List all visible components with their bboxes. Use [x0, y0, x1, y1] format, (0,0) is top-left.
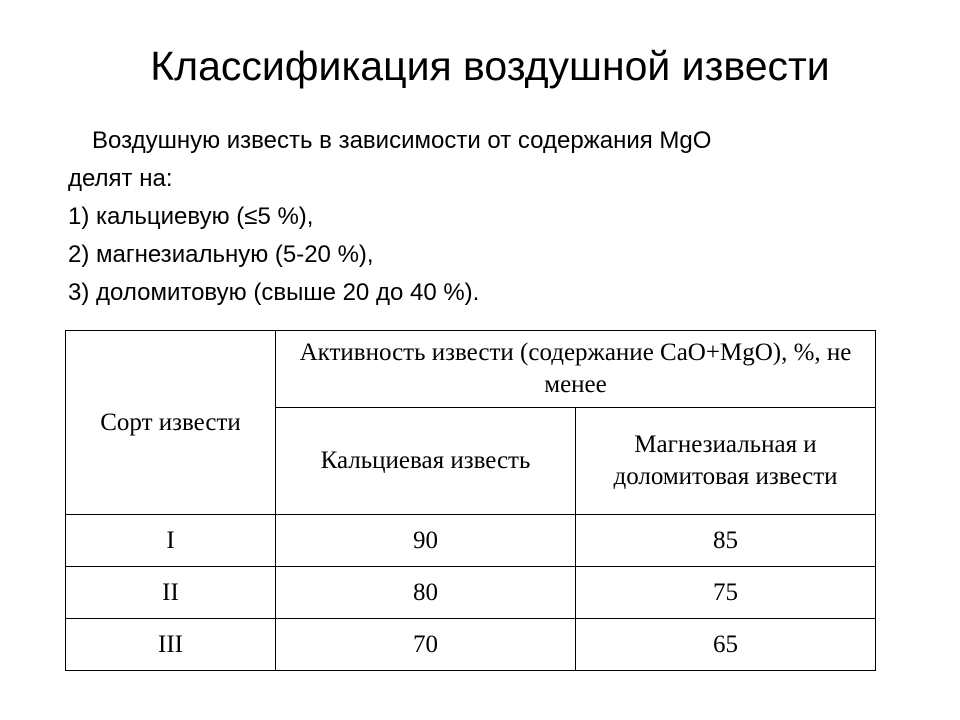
- slide-title: Классификация воздушной извести: [150, 43, 830, 89]
- cell-calcium: 70: [276, 619, 576, 671]
- cell-magnesian-dolomitic: 65: [576, 619, 876, 671]
- header-grade: Сорт извести: [66, 331, 276, 515]
- intro-line: делят на:: [68, 165, 173, 192]
- cell-calcium: 90: [276, 515, 576, 567]
- intro-line-calcium: 1) кальциевую (≤5 %),: [68, 203, 314, 230]
- header-activity: Активность извести (содержание CaO+MgO), %, не менее: [276, 331, 876, 408]
- intro-line-dolomitic: 3) доломитовую (свыше 20 до 40 %).: [68, 279, 480, 306]
- cell-grade: II: [66, 567, 276, 619]
- table-row: [66, 515, 876, 567]
- table-row: [66, 567, 876, 619]
- intro-line: Воздушную известь в зависимости от содержания MgO: [92, 127, 712, 154]
- cell-grade: III: [66, 619, 276, 671]
- cell-grade: I: [66, 515, 276, 567]
- cell-magnesian-dolomitic: 85: [576, 515, 876, 567]
- table-row: [66, 619, 876, 671]
- header-calcium: Кальциевая известь: [276, 408, 576, 515]
- cell-calcium: 80: [276, 567, 576, 619]
- intro-text: [68, 122, 928, 312]
- table-header-row: [66, 331, 876, 408]
- lime-grade-table: [65, 330, 876, 671]
- cell-magnesian-dolomitic: 75: [576, 567, 876, 619]
- header-magnesian-dolomitic: Магнезиальная и доломитовая извести: [576, 408, 876, 515]
- intro-line-magnesian: 2) магнезиальную (5-20 %),: [68, 241, 374, 268]
